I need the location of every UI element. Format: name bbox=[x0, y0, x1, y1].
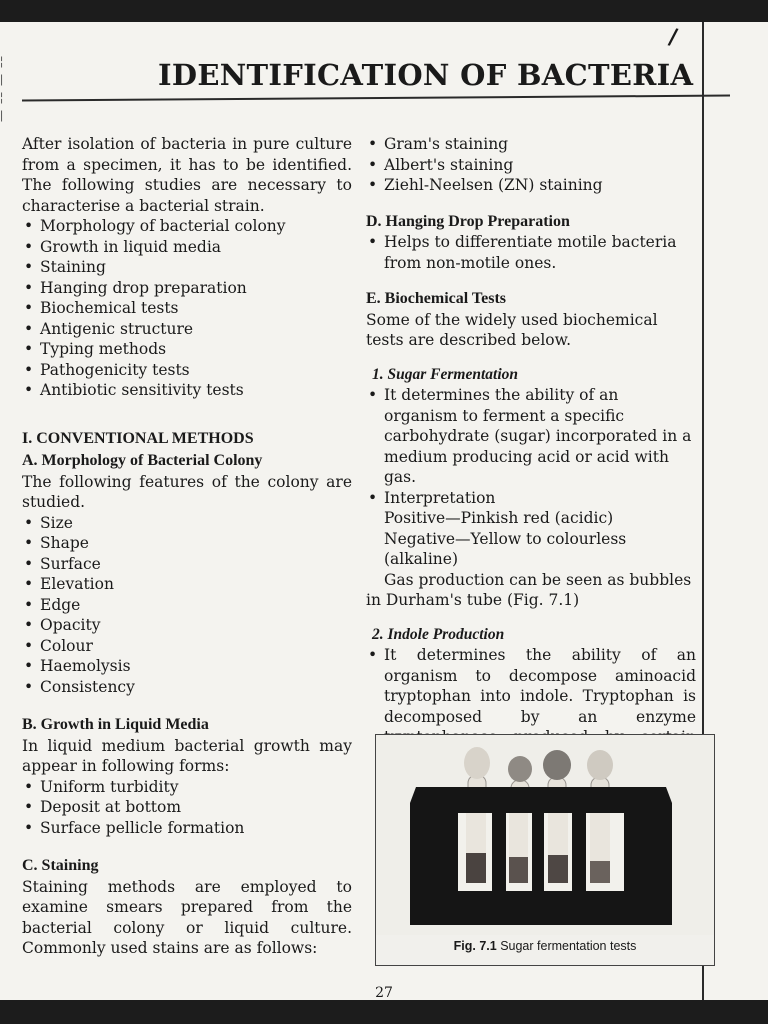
list-item: • It determines the ability of an organism to ferment a specific carbohydrate (sugar) incorporated in a medium producing acid or acid with gas. bbox=[366, 385, 696, 488]
list-item: • Morphology of bacterial colony bbox=[22, 216, 352, 237]
section-heading-staining: C. Staining bbox=[22, 857, 99, 874]
hanging-drop-list bbox=[366, 232, 696, 273]
list-item: • Gram's staining bbox=[366, 134, 696, 155]
list-item: • Hanging drop preparation bbox=[22, 278, 352, 299]
section-heading-morphology: A. Morphology of Bacterial Colony bbox=[22, 452, 263, 469]
negative-result: Negative—Yellow to colourless (alkaline) bbox=[384, 529, 627, 568]
list-item: • Helps to differentiate motile bacteria from non-motile ones. bbox=[366, 232, 696, 273]
list-item: • Antigenic structure bbox=[22, 319, 352, 340]
staining-text: Staining methods are employed to examine smears prepared from the bacterial colony or liquid culture. Commonly used stains are as follows: bbox=[22, 877, 352, 957]
test-tube-rack-image bbox=[376, 735, 714, 935]
gas-production-text: Gas production can be seen as bubbles in Durham's tube (Fig. 7.1) bbox=[366, 570, 692, 609]
rack bbox=[410, 787, 672, 925]
intro-paragraph: After isolation of bacteria in pure culture from a specimen, it has to be identified. The following studies are necessary to characterise a bacterial strain. bbox=[22, 135, 352, 215]
figure-box bbox=[375, 734, 715, 966]
list-item: • Antibiotic sensitivity tests bbox=[22, 380, 352, 401]
biochemical-text: Some of the widely used biochemical tests are described below. bbox=[366, 310, 658, 349]
right-column bbox=[366, 134, 696, 768]
binding-marks: ¦ | ¦ | bbox=[0, 54, 4, 122]
section-heading-conventional: I. CONVENTIONAL METHODS bbox=[22, 429, 254, 447]
list-item: • Edge bbox=[22, 595, 352, 616]
list-item: • Colour bbox=[22, 636, 352, 657]
left-column bbox=[22, 134, 352, 959]
morphology-text: The following features of the colony are studied. bbox=[22, 472, 352, 511]
growth-forms-list bbox=[22, 777, 352, 839]
list-item: • Uniform turbidity bbox=[22, 777, 352, 798]
figure-label: Fig. 7.1 bbox=[453, 939, 497, 953]
page-number: 27 bbox=[375, 985, 393, 1000]
list-item: • Size bbox=[22, 513, 352, 534]
stains-list bbox=[366, 134, 696, 196]
section-heading-liquid-media: B. Growth in Liquid Media bbox=[22, 716, 209, 733]
subheading-sugar-fermentation: 1. Sugar Fermentation bbox=[372, 365, 518, 383]
figure-caption bbox=[376, 939, 714, 953]
list-item: • Interpretation bbox=[366, 488, 696, 509]
list-item: • Growth in liquid media bbox=[22, 237, 352, 258]
studies-list bbox=[22, 216, 352, 401]
list-item: • Typing methods bbox=[22, 339, 352, 360]
document-page bbox=[0, 22, 768, 1000]
list-item: • Opacity bbox=[22, 615, 352, 636]
list-item: • It determines the ability of an organism to decompose aminoacid tryptophan into indole. Tryptophan is decomposed by an enzyme bbox=[366, 645, 696, 768]
liquid-media-text: In liquid medium bacterial growth may appear in following forms: bbox=[22, 736, 352, 775]
list-item: • Biochemical tests bbox=[22, 298, 352, 319]
list-item: • Shape bbox=[22, 533, 352, 554]
list-item: • Staining bbox=[22, 257, 352, 278]
figure-caption-text: Sugar fermentation tests bbox=[500, 939, 637, 953]
positive-result: Positive—Pinkish red (acidic) bbox=[384, 509, 614, 527]
list-item: • Consistency bbox=[22, 677, 352, 698]
list-item: • Albert's staining bbox=[366, 155, 696, 176]
list-item: • Deposit at bottom bbox=[22, 797, 352, 818]
list-item: • Surface pellicle formation bbox=[22, 818, 352, 839]
title-rule bbox=[22, 95, 730, 102]
list-item: • Haemolysis bbox=[22, 656, 352, 677]
section-heading-biochemical: E. Biochemical Tests bbox=[366, 290, 507, 307]
section-heading-hanging-drop: D. Hanging Drop Preparation bbox=[366, 212, 570, 230]
page-title: IDENTIFICATION OF BACTERIA bbox=[158, 58, 694, 92]
list-item: • Ziehl-Neelsen (ZN) staining bbox=[366, 175, 696, 196]
list-item: • Pathogenicity tests bbox=[22, 360, 352, 381]
colony-features-list bbox=[22, 513, 352, 698]
pen-mark: / bbox=[666, 23, 680, 51]
sugar-fermentation-list bbox=[366, 385, 696, 508]
subheading-indole-production: 2. Indole Production bbox=[372, 625, 505, 643]
list-item: • Surface bbox=[22, 554, 352, 575]
list-item: • Elevation bbox=[22, 574, 352, 595]
